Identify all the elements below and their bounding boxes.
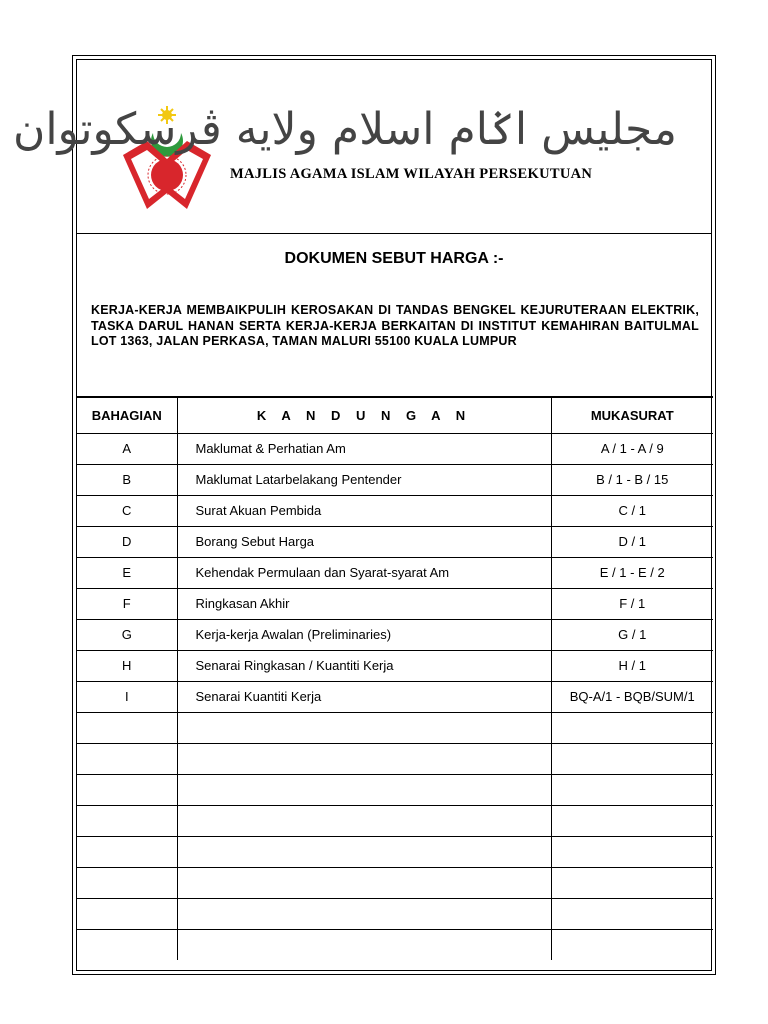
row-page: F / 1 [551, 588, 713, 619]
empty-cell [177, 743, 551, 774]
row-contents: Kerja-kerja Awalan (Preliminaries) [177, 619, 551, 650]
row-page: H / 1 [551, 650, 713, 681]
row-section: B [77, 464, 177, 495]
empty-cell [77, 774, 177, 805]
empty-row [77, 898, 713, 929]
table-row [77, 650, 713, 681]
empty-cell [77, 836, 177, 867]
header-section: BAHAGIAN [77, 397, 177, 433]
empty-row [77, 867, 713, 898]
empty-cell [77, 929, 177, 960]
empty-cell [551, 805, 713, 836]
empty-cell [177, 898, 551, 929]
empty-cell [551, 898, 713, 929]
document-title: DOKUMEN SEBUT HARGA :- [284, 250, 504, 267]
letterhead [13, 60, 711, 233]
empty-cell [551, 712, 713, 743]
empty-cell [177, 805, 551, 836]
row-section: I [77, 681, 177, 712]
row-contents: Surat Akuan Pembida [177, 495, 551, 526]
table-row [77, 619, 713, 650]
document-frame [13, 55, 716, 975]
empty-cell [551, 774, 713, 805]
row-section: G [77, 619, 177, 650]
row-page: BQ-A/1 - BQB/SUM/1 [551, 681, 713, 712]
table-row [77, 495, 713, 526]
row-page: G / 1 [551, 619, 713, 650]
row-contents: Kehendak Permulaan dan Syarat-syarat Am [177, 557, 551, 588]
row-contents: Senarai Ringkasan / Kuantiti Kerja [177, 650, 551, 681]
empty-cell [551, 743, 713, 774]
row-section: C [77, 495, 177, 526]
table-row [77, 433, 713, 464]
contents-table [77, 396, 713, 960]
row-page: A / 1 - A / 9 [551, 433, 713, 464]
row-section: E [77, 557, 177, 588]
header-contents: K A N D U N G A N [177, 397, 551, 433]
empty-row [77, 743, 713, 774]
row-contents: Borang Sebut Harga [177, 526, 551, 557]
row-contents: Senarai Kuantiti Kerja [177, 681, 551, 712]
empty-row [77, 805, 713, 836]
empty-row [77, 929, 713, 960]
empty-row [77, 774, 713, 805]
empty-cell [77, 805, 177, 836]
table-header-row [77, 397, 713, 433]
document-title-block [77, 233, 711, 397]
row-section: A [77, 433, 177, 464]
empty-cell [77, 898, 177, 929]
row-contents: Maklumat & Perhatian Am [177, 433, 551, 464]
header-page: MUKASURAT [551, 397, 713, 433]
row-section: F [77, 588, 177, 619]
empty-cell [551, 929, 713, 960]
row-contents: Ringkasan Akhir [177, 588, 551, 619]
empty-cell [77, 743, 177, 774]
empty-cell [551, 867, 713, 898]
empty-cell [77, 867, 177, 898]
empty-cell [177, 929, 551, 960]
empty-cell [177, 712, 551, 743]
row-contents: Maklumat Latarbelakang Pentender [177, 464, 551, 495]
empty-row [77, 712, 713, 743]
document-description: KERJA-KERJA MEMBAIKPULIH KEROSAKAN DI TANDAS BENGKEL KEJURUTERAAN ELEKTRIK, TASKA DARUL HANAN SERTA KERJA-KERJA BERKAITAN DI INSTITUT KEMAHIRAN BAITULMAL LOT 1363, JALAN PERKASA, TAMAN MALURI 55100 KUALA LUMPUR [91, 303, 699, 348]
row-section: H [77, 650, 177, 681]
row-page: E / 1 - E / 2 [551, 557, 713, 588]
table-row [77, 526, 713, 557]
document-inner-frame [13, 59, 712, 971]
row-section: D [77, 526, 177, 557]
empty-cell [177, 836, 551, 867]
empty-cell [551, 836, 713, 867]
row-page: D / 1 [551, 526, 713, 557]
table-row [77, 557, 713, 588]
row-page: B / 1 - B / 15 [551, 464, 713, 495]
organization-name: MAJLIS AGAMA ISLAM WILAYAH PERSEKUTUAN [230, 166, 593, 182]
table-row [77, 681, 713, 712]
empty-cell [177, 867, 551, 898]
empty-row [77, 836, 713, 867]
table-row [77, 588, 713, 619]
empty-cell [77, 712, 177, 743]
table-row [77, 464, 713, 495]
organization-name-jawi: مجليس اݢام اسلام ولايه ڤرسکوتوان [13, 104, 677, 155]
row-page: C / 1 [551, 495, 713, 526]
empty-cell [177, 774, 551, 805]
